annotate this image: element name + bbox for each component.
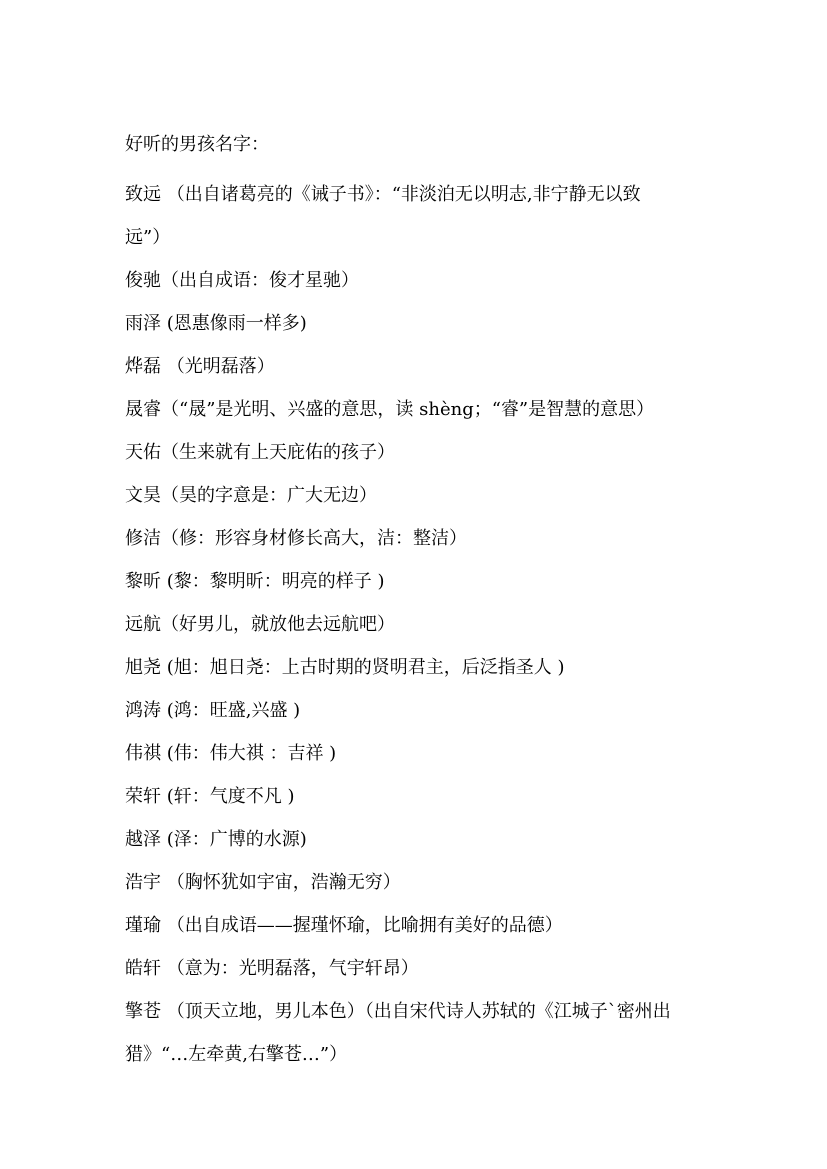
text-line-3: 俊驰（出自成语：俊才星驰） <box>125 270 359 291</box>
text-line-8: 文昊（昊的字意是：广大无边） <box>125 485 377 506</box>
text-line-6: 晟睿（“晟”是光明、兴盛的意思，读 shèng；“睿”是智慧的意思） <box>125 399 655 420</box>
text-line-9: 修洁（修：形容身材修长高大，洁：整洁） <box>125 528 467 549</box>
text-line-13: 鸿涛 (鸿：旺盛,兴盛 ) <box>125 700 301 721</box>
text-line-20: 擎苍 （顶天立地，男儿本色）（出自宋代诗人苏轼的《江城子`密州出 <box>125 1001 671 1022</box>
document-title: 好听的男孩名字： <box>125 134 269 155</box>
text-line-19: 皓轩 （意为：光明磊落，气宇轩昂） <box>125 958 419 979</box>
text-line-15: 荣轩 (轩：气度不凡 ) <box>125 786 295 807</box>
text-line-7: 天佑（生来就有上天庇佑的孩子） <box>125 442 395 463</box>
text-line-10: 黎昕 (黎：黎明昕：明亮的样子 ) <box>125 571 385 592</box>
text-line-5: 烨磊 （光明磊落） <box>125 356 275 377</box>
text-line-16: 越泽 (泽：广博的水源) <box>125 829 307 850</box>
text-line-11: 远航（好男儿，就放他去远航吧） <box>125 614 395 635</box>
text-line-12: 旭尧 (旭：旭日尧：上古时期的贤明君主，后泛指圣人 ) <box>125 657 565 678</box>
text-line-2: 远”） <box>125 227 171 248</box>
text-line-17: 浩宇 （胸怀犹如宇宙，浩瀚无穷） <box>125 872 401 893</box>
text-line-21: 猎》“…左牵黄,右擎苍…”） <box>125 1044 348 1065</box>
document-body <box>125 130 715 1076</box>
text-line-1: 致远 （出自诸葛亮的《诫子书》：“非淡泊无以明志,非宁静无以致 <box>125 184 641 205</box>
text-line-18: 瑾瑜 （出自成语——握瑾怀瑜，比喻拥有美好的品德） <box>125 915 563 936</box>
text-line-4: 雨泽 (恩惠像雨一样多) <box>125 313 307 334</box>
text-line-14: 伟祺 (伟：伟大祺 ：吉祥 ) <box>125 743 337 764</box>
